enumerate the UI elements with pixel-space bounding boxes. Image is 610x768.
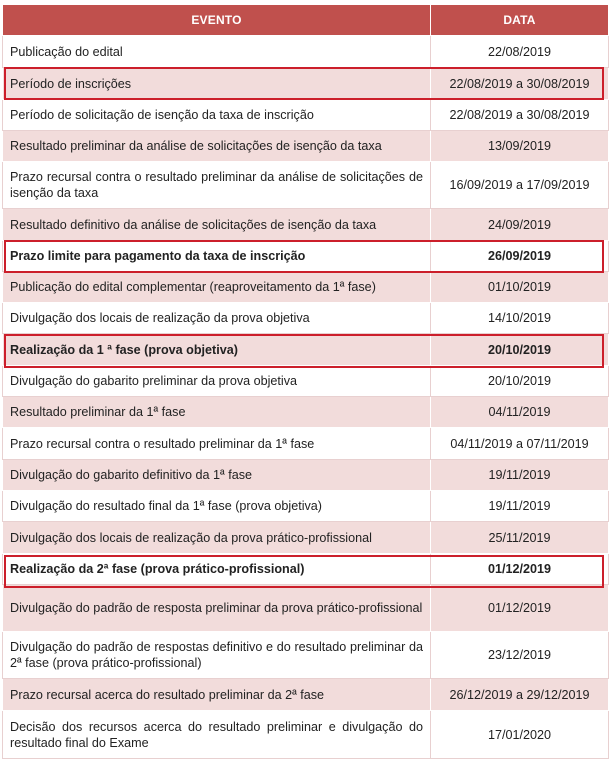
event-cell: Publicação do edital <box>3 36 431 68</box>
date-cell: 22/08/2019 <box>431 36 609 68</box>
event-cell: Realização da 2ª fase (prova prático-profissional) <box>3 554 431 585</box>
date-cell: 04/11/2019 <box>431 397 609 428</box>
table-row <box>3 366 609 397</box>
table-header-row <box>3 5 609 36</box>
event-cell: Prazo recursal acerca do resultado preliminar da 2ª fase <box>3 679 431 711</box>
table-row <box>3 632 609 679</box>
header-date: DATA <box>431 5 609 36</box>
event-cell: Período de inscrições <box>3 68 431 100</box>
date-cell: 17/01/2020 <box>431 711 609 759</box>
table-row <box>3 679 609 711</box>
table-row-highlighted <box>3 554 609 585</box>
event-cell: Publicação do edital complementar (reaproveitamento da 1ª fase) <box>3 272 431 303</box>
date-cell: 26/09/2019 <box>431 241 609 272</box>
event-cell: Decisão dos recursos acerca do resultado preliminar e divulgação do resultado final do Exame <box>3 711 431 759</box>
date-cell: 01/12/2019 <box>431 585 609 632</box>
date-cell: 16/09/2019 a 17/09/2019 <box>431 162 609 209</box>
table-row <box>3 131 609 162</box>
table-row <box>3 272 609 303</box>
table-row <box>3 162 609 209</box>
event-cell: Divulgação do padrão de respostas definitivo e do resultado preliminar da 2ª fase (prova prático-profissional) <box>3 632 431 679</box>
date-cell: 04/11/2019 a 07/11/2019 <box>431 428 609 460</box>
table-row <box>3 36 609 68</box>
event-cell: Prazo limite para pagamento da taxa de inscrição <box>3 241 431 272</box>
event-cell: Realização da 1 ª fase (prova objetiva) <box>3 334 431 366</box>
date-cell: 14/10/2019 <box>431 303 609 334</box>
date-cell: 20/10/2019 <box>431 334 609 366</box>
event-cell: Divulgação do resultado final da 1ª fase (prova objetiva) <box>3 491 431 522</box>
table-row-highlighted <box>3 241 609 272</box>
table-row <box>3 209 609 241</box>
event-cell: Prazo recursal contra o resultado preliminar da 1ª fase <box>3 428 431 460</box>
event-cell: Divulgação dos locais de realização da prova prático-profissional <box>3 522 431 554</box>
table-row <box>3 100 609 131</box>
event-cell: Resultado preliminar da análise de solicitações de isenção da taxa <box>3 131 431 162</box>
table-row <box>3 428 609 460</box>
date-cell: 01/12/2019 <box>431 554 609 585</box>
date-cell: 22/08/2019 a 30/08/2019 <box>431 68 609 100</box>
date-cell: 24/09/2019 <box>431 209 609 241</box>
event-cell: Período de solicitação de isenção da taxa de inscrição <box>3 100 431 131</box>
date-cell: 25/11/2019 <box>431 522 609 554</box>
event-cell: Resultado preliminar da 1ª fase <box>3 397 431 428</box>
table-row <box>3 460 609 491</box>
date-cell: 01/10/2019 <box>431 272 609 303</box>
table-row <box>3 711 609 759</box>
event-cell: Divulgação do padrão de resposta preliminar da prova prático-profissional <box>3 585 431 632</box>
schedule-table <box>2 4 609 759</box>
date-cell: 26/12/2019 a 29/12/2019 <box>431 679 609 711</box>
event-cell: Divulgação do gabarito definitivo da 1ª fase <box>3 460 431 491</box>
table-row <box>3 397 609 428</box>
table-row <box>3 303 609 334</box>
table-row-highlighted <box>3 334 609 366</box>
table-row <box>3 585 609 632</box>
table-row <box>3 491 609 522</box>
table-row <box>3 522 609 554</box>
event-cell: Divulgação dos locais de realização da prova objetiva <box>3 303 431 334</box>
date-cell: 19/11/2019 <box>431 491 609 522</box>
event-cell: Prazo recursal contra o resultado preliminar da análise de solicitações de isenção da taxa <box>3 162 431 209</box>
date-cell: 22/08/2019 a 30/08/2019 <box>431 100 609 131</box>
table-row <box>3 68 609 100</box>
date-cell: 23/12/2019 <box>431 632 609 679</box>
event-cell: Resultado definitivo da análise de solicitações de isenção da taxa <box>3 209 431 241</box>
date-cell: 20/10/2019 <box>431 366 609 397</box>
date-cell: 19/11/2019 <box>431 460 609 491</box>
event-cell: Divulgação do gabarito preliminar da prova objetiva <box>3 366 431 397</box>
date-cell: 13/09/2019 <box>431 131 609 162</box>
header-event: EVENTO <box>3 5 431 36</box>
